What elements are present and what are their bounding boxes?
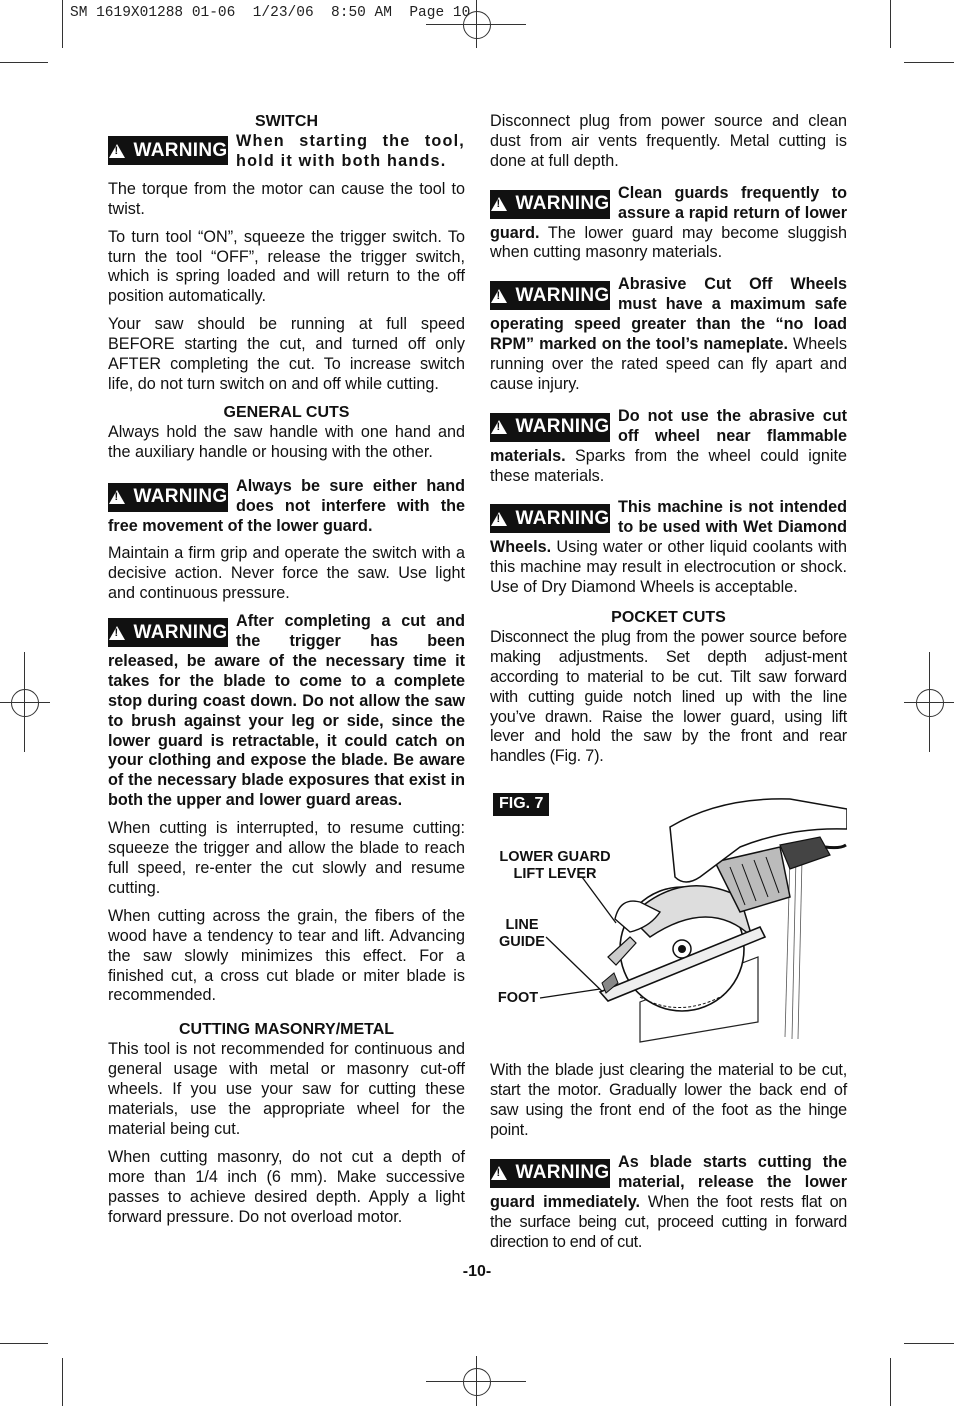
warning-block: ! WARNING Do not use the abrasive cut off wheel near flammable materials. Sparks from the wheel could ignite these materials.: [490, 407, 847, 487]
warning-badge: ! WARNING: [490, 413, 610, 442]
general-cuts-heading: GENERAL CUTS: [223, 403, 350, 421]
warning-triangle-icon: [491, 197, 507, 211]
warning-block: ! WARNING This machine is not intended to be used with Wet Diamond Wheels. Using water or other liquid coolants with this machine may result in electrocution or shock. Use of Dry Diamond Wheels is acceptable.: [490, 498, 847, 598]
warning-triangle-icon: [109, 144, 125, 158]
warning-badge: ! WARNING: [108, 483, 228, 512]
warning-block: ! WARNING When starting the tool, hold it with both hands.: [108, 132, 465, 172]
paragraph: This tool is not recommended for continuous and general usage with metal or masonry cut-off wheels. If you use your saw for cutting these materials, use the appropriate wheel for the material being cut.: [108, 1040, 465, 1138]
warning-triangle-icon: [491, 512, 507, 526]
registration-mark: [463, 11, 491, 39]
warning-badge: ! WARNING: [490, 190, 610, 219]
warning-triangle-icon: [491, 420, 507, 434]
warning-triangle-icon: [491, 289, 507, 303]
paragraph: Disconnect the plug from the power source before making adjustments. Set depth adjust-ment according to material to be cut. Tilt saw forward with cutting guide notch lined up with the line you’ve drawn. Raise the lower guard, using lift lever and hold the saw by the front and rear handles (Fig. 7).: [490, 627, 847, 766]
warning-badge: ! WARNING: [108, 618, 228, 647]
paragraph: The torque from the motor can cause the tool to twist.: [108, 179, 465, 218]
registration-mark: [11, 689, 39, 717]
warning-triangle-icon: [491, 1166, 507, 1180]
paragraph: When cutting is interrupted, to resume cutting: squeeze the trigger and allow the blade to reach full speed, re-enter the cut slowly and resume cutting.: [108, 819, 465, 897]
warning-badge: ! WARNING: [108, 136, 228, 165]
registration-mark: [916, 689, 944, 717]
crop-mark: [890, 1358, 891, 1406]
crop-mark: [904, 62, 954, 63]
label-lower-guard-lift-lever: LOWER GUARD LIFT LEVER: [499, 849, 611, 883]
warning-triangle-icon: [109, 626, 125, 640]
printer-slug: SM 1619X01288 01-06 1/23/06 8:50 AM Page 10: [70, 5, 471, 21]
warning-block: ! WARNING Always be sure either hand does not interfere with the free movement of the lower guard.: [108, 477, 465, 537]
crop-mark: [62, 0, 63, 48]
crop-mark: [904, 1343, 954, 1344]
right-column: [490, 112, 847, 1260]
registration-mark: [463, 1368, 491, 1396]
figure-7: [490, 787, 847, 1047]
paragraph: Disconnect plug from power source and clean dust from air vents frequently. Metal cutting is done at full depth.: [490, 112, 847, 170]
label-line-guide: LINE GUIDE: [499, 917, 545, 951]
pocket-cuts-heading: POCKET CUTS: [611, 608, 726, 626]
crop-mark: [890, 0, 891, 48]
paragraph: When cutting across the grain, the fibers of the wood have a tendency to tear and lift. Advancing the saw slowly minimizes this effect. For a finished cut, a cross cut blade or miter blade is recommended.: [108, 906, 465, 1005]
crop-mark: [0, 1343, 48, 1344]
paragraph: To turn tool “ON”, squeeze the trigger switch. To turn the tool “OFF”, release the trigger switch, which is spring loaded and will return to the off position automatically.: [108, 227, 465, 306]
warning-badge: ! WARNING: [490, 504, 610, 533]
paragraph: With the blade just clearing the material to be cut, start the motor. Gradually lower the back end of saw using the front end of the foot as the hinge point.: [490, 1061, 847, 1139]
warning-triangle-icon: [109, 490, 125, 504]
warning-block: ! WARNING After completing a cut and the trigger has been released, be aware of the necessary time it takes for the blade to come to a complete stop during coast down. Do not allow the saw to brush against your leg or side, since the lower guard is retractable, it could catch on your clothing and expose the blade. Be aware of the necessary blade exposures that exist in both the upper and lower guard areas.: [108, 612, 465, 811]
paragraph: Always hold the saw handle with one hand and the auxiliary handle or housing with the other.: [108, 422, 465, 461]
switch-heading: SWITCH: [254, 113, 319, 130]
page-number: -10-: [462, 1263, 492, 1280]
left-column: [108, 112, 465, 1236]
paragraph: Maintain a firm grip and operate the switch with a decisive action. Never force the saw. Use light and continuous pressure.: [108, 544, 465, 603]
crop-mark: [62, 1358, 63, 1406]
warning-block: ! WARNING Abrasive Cut Off Wheels must have a maximum safe operating speed greater than the “no load RPM” marked on the tool’s nameplate. Wheels running over the rated speed can fly apart and cause injury.: [490, 275, 847, 394]
warning-block: ! WARNING As blade starts cutting the material, release the lower guard immediately. When the foot rests flat on the surface being cut, proceed cutting in forward direction to end of cut.: [490, 1153, 847, 1253]
paragraph: Your saw should be running at full speed BEFORE starting the cut, and turned off only AFTER completing the cut. To increase switch life, do not turn switch on and off while cutting.: [108, 315, 465, 393]
figure-tag: FIG. 7: [493, 793, 549, 816]
warning-badge: ! WARNING: [490, 281, 610, 310]
masonry-heading: CUTTING MASONRY/METAL: [178, 1021, 395, 1039]
warning-badge: ! WARNING: [490, 1159, 610, 1188]
warning-block: ! WARNING Clean guards frequently to assure a rapid return of lower guard. The lower guard may become sluggish when cutting masonry materials.: [490, 184, 847, 264]
crop-mark: [0, 62, 48, 63]
label-foot: FOOT: [497, 990, 539, 1007]
paragraph: When cutting masonry, do not cut a depth of more than 1/4 inch (6 mm). Make successive passes to achieve desired depth. Apply a light forward pressure. Do not overload motor.: [108, 1147, 465, 1226]
circular-saw-illustration: [490, 787, 847, 1047]
